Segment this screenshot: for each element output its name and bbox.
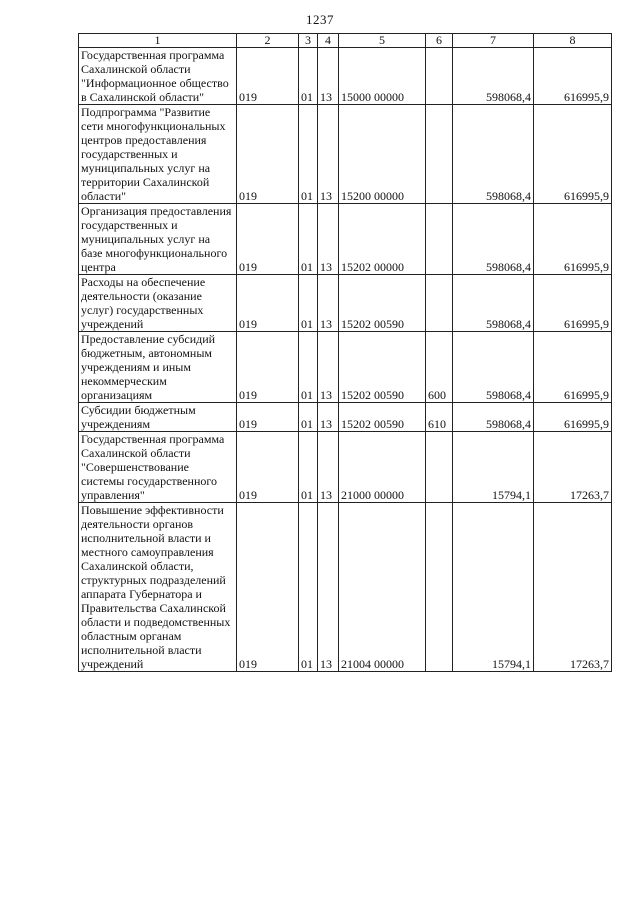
cell-amount-2: 616995,9 — [534, 332, 612, 403]
cell-ministry: 019 — [237, 275, 299, 332]
cell-amount-2: 616995,9 — [534, 48, 612, 105]
row-name: Государственная программа Сахалинской области "Информационное общество в Сахалинской области" — [79, 48, 237, 105]
row-name: Государственная программа Сахалинской области "Совершенствование системы государственного управления" — [79, 432, 237, 503]
budget-table — [78, 33, 612, 672]
cell-expense-type — [426, 204, 453, 275]
cell-subsection: 13 — [318, 105, 339, 204]
col-header-5: 5 — [339, 34, 426, 48]
col-header-1: 1 — [79, 34, 237, 48]
cell-section: 01 — [299, 503, 318, 672]
table-row — [79, 48, 612, 105]
col-header-6: 6 — [426, 34, 453, 48]
cell-amount-2: 616995,9 — [534, 275, 612, 332]
cell-ministry: 019 — [237, 403, 299, 432]
cell-expense-type — [426, 275, 453, 332]
cell-target: 15202 00590 — [339, 403, 426, 432]
table-row — [79, 275, 612, 332]
table-row — [79, 432, 612, 503]
table-row — [79, 204, 612, 275]
cell-ministry: 019 — [237, 432, 299, 503]
cell-expense-type — [426, 432, 453, 503]
cell-section: 01 — [299, 275, 318, 332]
col-header-8: 8 — [534, 34, 612, 48]
cell-subsection: 13 — [318, 48, 339, 105]
cell-subsection: 13 — [318, 332, 339, 403]
cell-expense-type: 610 — [426, 403, 453, 432]
col-header-3: 3 — [299, 34, 318, 48]
cell-subsection: 13 — [318, 204, 339, 275]
col-header-7: 7 — [453, 34, 534, 48]
page-number: 1237 — [306, 12, 334, 27]
cell-ministry: 019 — [237, 503, 299, 672]
cell-subsection: 13 — [318, 403, 339, 432]
row-name: Повышение эффективности деятельности органов исполнительной власти и местного самоуправления Сахалинской области, структурных подразделений аппарата Губернатора и Правительства Сахалинской области и подведомственных областным органам исполнительной власти учреждений — [79, 503, 237, 672]
row-name: Расходы на обеспечение деятельности (оказание услуг) государственных учреждений — [79, 275, 237, 332]
cell-target: 15000 00000 — [339, 48, 426, 105]
cell-amount-2: 17263,7 — [534, 432, 612, 503]
cell-amount-1: 598068,4 — [453, 204, 534, 275]
cell-amount-1: 598068,4 — [453, 332, 534, 403]
cell-expense-type: 600 — [426, 332, 453, 403]
cell-amount-1: 15794,1 — [453, 503, 534, 672]
cell-section: 01 — [299, 204, 318, 275]
cell-amount-1: 598068,4 — [453, 403, 534, 432]
cell-subsection: 13 — [318, 275, 339, 332]
table-row — [79, 403, 612, 432]
col-header-4: 4 — [318, 34, 339, 48]
cell-section: 01 — [299, 403, 318, 432]
row-name: Субсидии бюджетным учреждениям — [79, 403, 237, 432]
table-row — [79, 503, 612, 672]
cell-ministry: 019 — [237, 105, 299, 204]
cell-expense-type — [426, 503, 453, 672]
col-header-2: 2 — [237, 34, 299, 48]
header-row — [79, 34, 612, 48]
cell-amount-1: 598068,4 — [453, 275, 534, 332]
cell-target: 21000 00000 — [339, 432, 426, 503]
cell-ministry: 019 — [237, 204, 299, 275]
table-row — [79, 332, 612, 403]
cell-ministry: 019 — [237, 48, 299, 105]
cell-expense-type — [426, 105, 453, 204]
table-row — [79, 105, 612, 204]
cell-amount-2: 616995,9 — [534, 105, 612, 204]
cell-ministry: 019 — [237, 332, 299, 403]
row-name: Подпрограмма "Развитие сети многофункциональных центров предоставления государственных и муниципальных услуг на территории Сахалинской области" — [79, 105, 237, 204]
cell-target: 21004 00000 — [339, 503, 426, 672]
cell-amount-2: 616995,9 — [534, 204, 612, 275]
cell-subsection: 13 — [318, 432, 339, 503]
cell-target: 15200 00000 — [339, 105, 426, 204]
cell-target: 15202 00590 — [339, 332, 426, 403]
cell-section: 01 — [299, 332, 318, 403]
cell-amount-2: 616995,9 — [534, 403, 612, 432]
row-name: Предоставление субсидий бюджетным, автономным учреждениям и иным некоммерческим организациям — [79, 332, 237, 403]
cell-target: 15202 00000 — [339, 204, 426, 275]
cell-section: 01 — [299, 105, 318, 204]
cell-target: 15202 00590 — [339, 275, 426, 332]
cell-section: 01 — [299, 432, 318, 503]
cell-section: 01 — [299, 48, 318, 105]
cell-amount-2: 17263,7 — [534, 503, 612, 672]
cell-subsection: 13 — [318, 503, 339, 672]
cell-expense-type — [426, 48, 453, 105]
cell-amount-1: 598068,4 — [453, 105, 534, 204]
row-name: Организация предоставления государственных и муниципальных услуг на базе многофункционального центра — [79, 204, 237, 275]
cell-amount-1: 598068,4 — [453, 48, 534, 105]
cell-amount-1: 15794,1 — [453, 432, 534, 503]
